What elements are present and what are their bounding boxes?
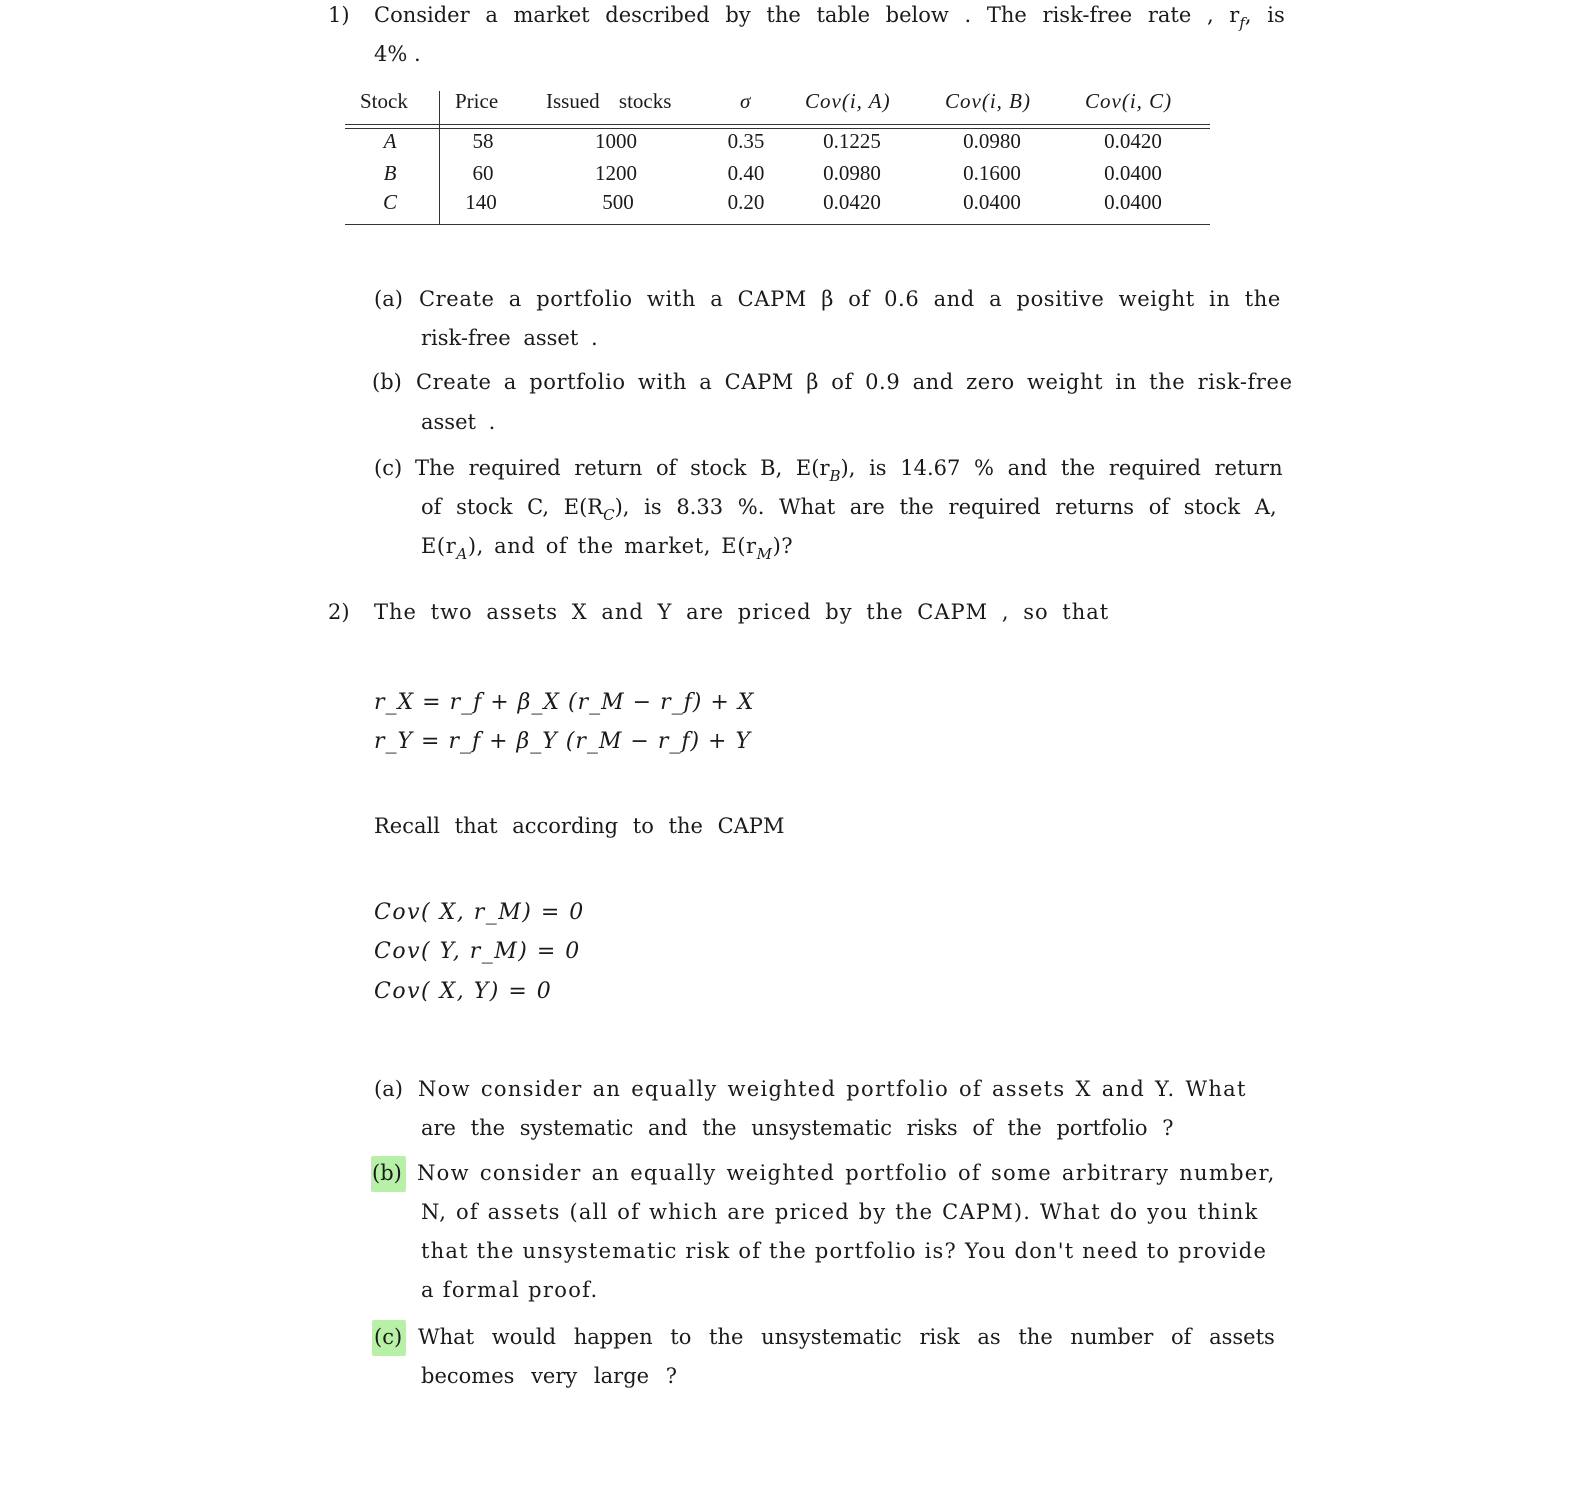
q2-a-label: (a) xyxy=(374,1077,403,1101)
q1-rf-subscript: f xyxy=(1239,14,1245,32)
table-rule-top-1 xyxy=(345,124,1210,125)
table-row-a-cov-a: 0.1225 xyxy=(823,129,881,153)
q1-c-line3-mid: ), and of the market, E(r xyxy=(467,534,757,558)
q2-b-line3: that the unsystematic risk of the portfolio is? You don't need to provide xyxy=(421,1239,1268,1263)
table-row-c-cov-a: 0.0420 xyxy=(823,190,881,214)
table-header-issued: Issued stocks xyxy=(546,89,672,113)
q1-c-sub-a: A xyxy=(456,545,468,563)
q1-c-line2-text: of stock C, E(R xyxy=(421,495,604,519)
q1-b-label: (b) xyxy=(372,370,402,394)
table-row-b-issued: 1200 xyxy=(595,161,637,185)
table-row-a-issued: 1000 xyxy=(595,129,637,153)
q1-intro-line2: 4% . xyxy=(374,42,421,66)
q1-b-line2: asset . xyxy=(421,410,496,434)
table-header-price: Price xyxy=(455,89,499,113)
q1-number: 1) xyxy=(328,3,350,27)
q1-c-line1-text: The required return of stock B, E(r xyxy=(415,456,830,480)
table-row-c-cov-b: 0.0400 xyxy=(963,190,1021,214)
q1-c-line2 xyxy=(421,494,1277,522)
q1-a-line1: Create a portfolio with a CAPM β of 0.6 and a positive weight in the xyxy=(419,287,1281,311)
q1-c-line1-end: ), is 14.67 % and the required return xyxy=(840,456,1283,480)
table-row-c-issued: 500 xyxy=(602,190,634,214)
q1-a-line2: risk-free asset . xyxy=(421,326,598,350)
q2-equation-x: r_X = r_f + β_X (r_M − r_f) + X xyxy=(374,690,755,715)
q1-c-sub-b: B xyxy=(829,467,841,485)
q2-c-label: (c) xyxy=(374,1325,403,1349)
q2-recall: Recall that according to the CAPM xyxy=(374,814,785,838)
q1-b-line1: Create a portfolio with a CAPM β of 0.9 and zero weight in the risk-free xyxy=(416,370,1293,394)
q1-c-label: (c) xyxy=(374,456,403,480)
q2-c-line2: becomes very large ? xyxy=(421,1364,678,1388)
q1-c-line2-end: ), is 8.33 %. What are the required returns of stock A, xyxy=(614,495,1277,519)
table-row-b-cov-c: 0.0400 xyxy=(1104,161,1162,185)
q2-number: 2) xyxy=(328,600,350,624)
q1-c-line3-text: E(r xyxy=(421,534,457,558)
q1-c-sub-c: C xyxy=(603,506,615,524)
table-row-a-cov-c: 0.0420 xyxy=(1104,129,1162,153)
q1-c-sub-m: M xyxy=(756,545,773,563)
table-row-a-cov-b: 0.0980 xyxy=(963,129,1021,153)
table-column-divider xyxy=(439,91,440,225)
q2-cov-y-market: Cov( Y, r_M) = 0 xyxy=(374,939,581,964)
table-rule-bottom xyxy=(345,224,1210,225)
q2-cov-x-y: Cov( X, Y) = 0 xyxy=(374,979,553,1004)
table-row-b-sigma: 0.40 xyxy=(727,161,765,185)
q2-intro: The two assets X and Y are priced by the CAPM , so that xyxy=(374,600,1110,624)
table-row-b-stock: B xyxy=(383,161,397,185)
table-row-a-sigma: 0.35 xyxy=(727,129,765,153)
q1-intro-line1 xyxy=(374,2,1285,32)
q1-c-line3 xyxy=(421,533,793,561)
q2-c-line1: What would happen to the unsystematic risk as the number of assets xyxy=(418,1325,1275,1349)
q2-a-line2: are the systematic and the unsystematic risks of the portfolio ? xyxy=(421,1116,1174,1140)
table-row-b-cov-b: 0.1600 xyxy=(963,161,1021,185)
table-row-c-stock: C xyxy=(382,190,397,214)
q2-b-line4: a formal proof. xyxy=(421,1278,599,1302)
q2-a-line1: Now consider an equally weighted portfolio of assets X and Y. What xyxy=(418,1077,1247,1101)
q1-a-label: (a) xyxy=(374,287,403,311)
q2-cov-x-market: Cov( X, r_M) = 0 xyxy=(374,900,585,925)
table-header-stock: Stock xyxy=(360,89,408,113)
table-header-cov-a: Cov(i, A) xyxy=(805,89,891,113)
q2-equation-y: r_Y = r_f + β_Y (r_M − r_f) + Y xyxy=(374,729,752,754)
table-header-cov-c: Cov(i, C) xyxy=(1085,89,1173,113)
q1-c-line3-end: )? xyxy=(772,534,794,558)
table-header-sigma: σ xyxy=(740,89,751,113)
table-row-b-cov-a: 0.0980 xyxy=(823,161,881,185)
q2-b-line1: Now consider an equally weighted portfolio of some arbitrary number, xyxy=(417,1161,1276,1185)
table-row-a-stock: A xyxy=(383,129,397,153)
table-row-a-price: 58 xyxy=(472,129,494,153)
table-row-c-sigma: 0.20 xyxy=(727,190,765,214)
table-row-b-price: 60 xyxy=(472,161,494,185)
q1-c-line1 xyxy=(415,455,1283,483)
q1-intro-end: , is xyxy=(1244,3,1285,27)
table-row-c-cov-c: 0.0400 xyxy=(1104,190,1162,214)
q1-intro-text: Consider a market described by the table below . The risk-free rate , r xyxy=(374,3,1240,27)
q2-b-label: (b) xyxy=(372,1161,402,1185)
q2-b-line2: N, of assets (all of which are priced by the CAPM). What do you think xyxy=(421,1200,1259,1224)
table-row-c-price: 140 xyxy=(465,190,497,214)
table-header-cov-b: Cov(i, B) xyxy=(945,89,1031,113)
